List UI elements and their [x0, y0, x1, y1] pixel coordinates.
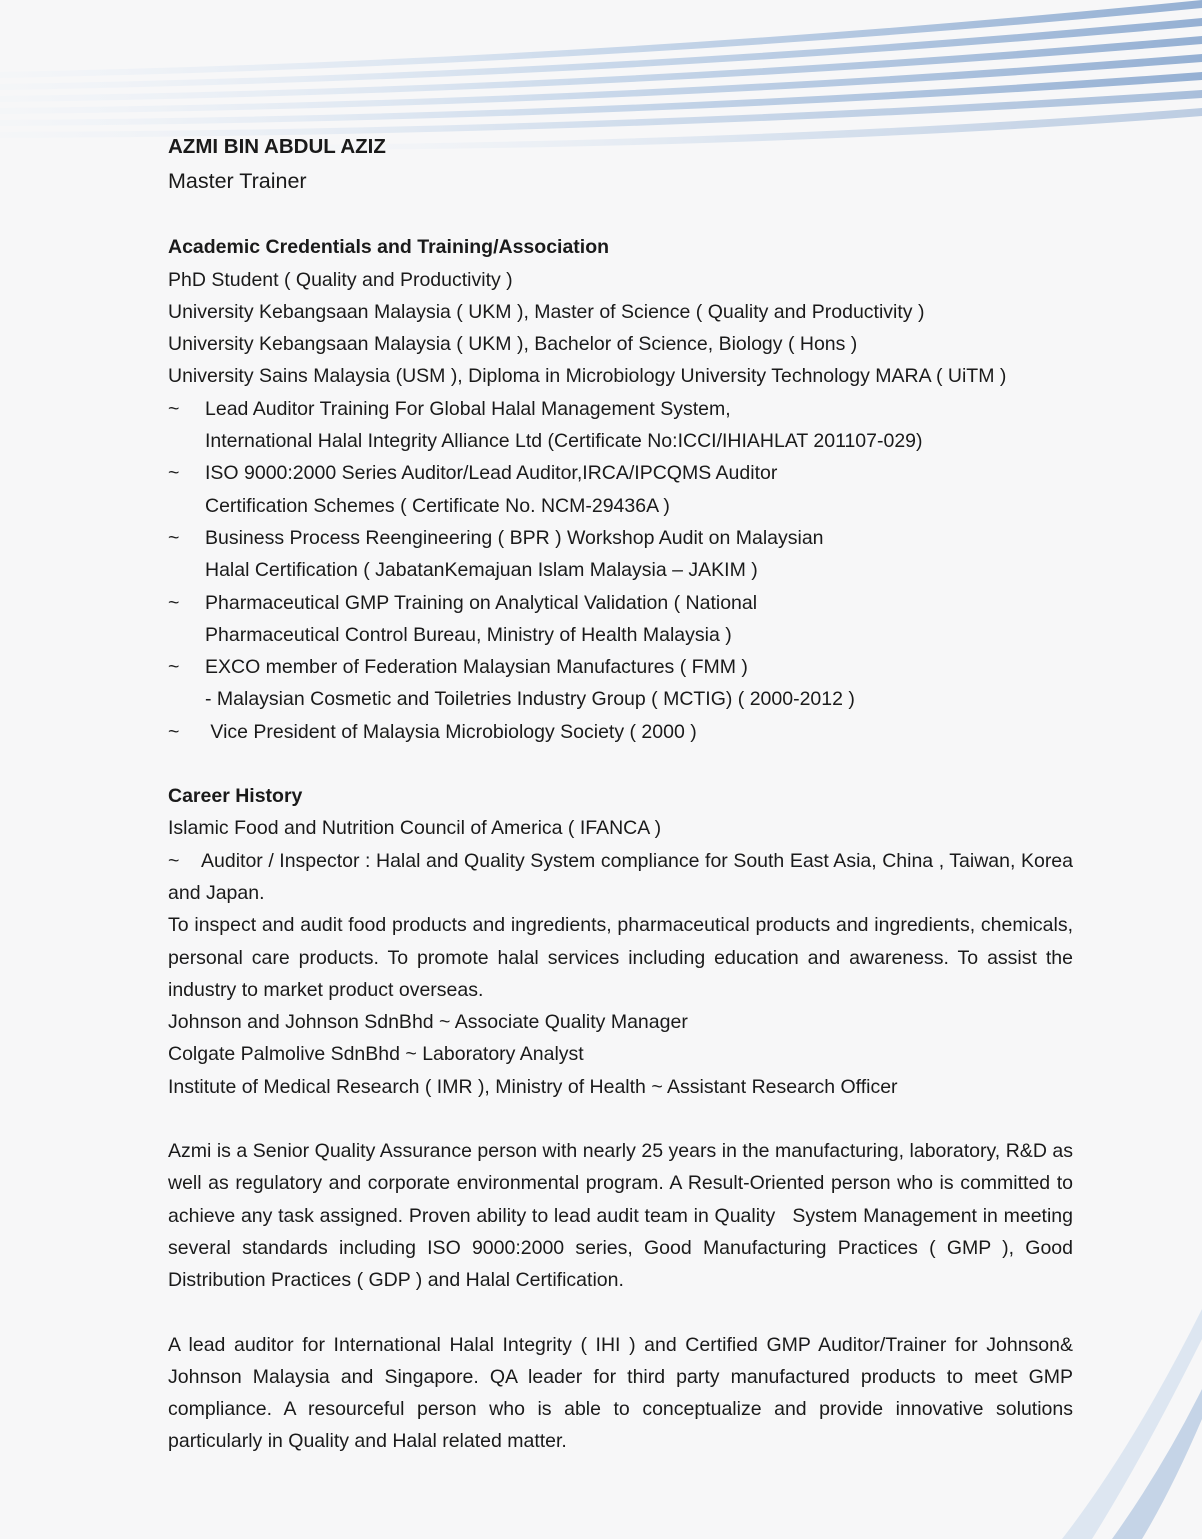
career-job: Johnson and Johnson SdnBhd ~ Associate Quality Manager — [168, 1011, 688, 1034]
academic-line: University Sains Malaysia (USM ), Diploma in Microbiology University Technology MARA ( UiTM ) — [168, 365, 1007, 388]
bullet-marker: ~ — [168, 462, 180, 485]
bullet-continuation: Pharmaceutical Control Bureau, Ministry of Health Malaysia ) — [205, 623, 732, 646]
header-wave-decoration — [0, 0, 1202, 150]
career-section — [168, 780, 1073, 1103]
section-heading-career: Career History — [168, 785, 303, 808]
bullet-continuation: Halal Certification ( JabatanKemajuan Islam Malaysia – JAKIM ) — [205, 559, 758, 582]
academic-line: University Kebangsaan Malaysia ( UKM ), Master of Science ( Quality and Productivity ) — [168, 300, 925, 323]
bullet-continuation: Certification Schemes ( Certificate No. NCM-29436A ) — [205, 494, 670, 517]
career-job: Colgate Palmolive SdnBhd ~ Laboratory Analyst — [168, 1043, 584, 1066]
career-duties: To inspect and audit food products and ingredients, pharmaceutical products and ingredients, chemicals, personal care products. To promote halal services including education and awareness. To assist the industry to market product overseas. — [168, 914, 1073, 1001]
bullet-marker: ~ — [168, 720, 180, 743]
career-org: Islamic Food and Nutrition Council of America ( IFANCA ) — [168, 817, 662, 840]
bullet-text: Lead Auditor Training For Global Halal Management System, — [205, 397, 731, 420]
bullet-text: ISO 9000:2000 Series Auditor/Lead Auditor,IRCA/IPCQMS Auditor — [205, 462, 778, 485]
academic-bullet — [168, 522, 1073, 554]
job-title: Master Trainer — [168, 169, 307, 194]
academic-line: University Kebangsaan Malaysia ( UKM ), Bachelor of Science, Biology ( Hons ) — [168, 333, 858, 356]
academic-bullet — [168, 393, 1073, 425]
career-role — [168, 845, 1073, 910]
bullet-continuation: - Malaysian Cosmetic and Toiletries Industry Group ( MCTIG) ( 2000-2012 ) — [205, 688, 855, 711]
bullet-marker: ~ — [168, 591, 180, 614]
bullet-text: Pharmaceutical GMP Training on Analytical Validation ( National — [205, 591, 758, 614]
career-job: Institute of Medical Research ( IMR ), Ministry of Health ~ Assistant Research Officer — [168, 1075, 898, 1098]
academic-bullet — [168, 716, 1073, 748]
summary-paragraph: Azmi is a Senior Quality Assurance person with nearly 25 years in the manufacturing, laboratory, R&D as well as regulatory and corporate environmental program. A Result-Oriented person who is committed to achieve any task assigned. Proven ability to lead audit team in Quality System Management in meeting several standards including ISO 9000:2000 series, Good Manufacturing Practices ( GMP ), Good Distribution Practices ( GDP ) and Halal Certification. — [168, 1140, 1079, 1292]
academic-section — [168, 231, 1073, 748]
person-name: AZMI BIN ABDUL AZIZ — [168, 135, 386, 158]
summary-paragraph: A lead auditor for International Halal Integrity ( IHI ) and Certified GMP Auditor/Trainer for Johnson& Johnson Malaysia and Singapore. QA leader for third party manufactured products to meet GMP compliance. A resourceful person who is able to conceptualize and provide innovative solutions particularly in Quality and Halal related matter. — [168, 1333, 1073, 1453]
resume-content — [168, 131, 1079, 1458]
bullet-text: EXCO member of Federation Malaysian Manufactures ( FMM ) — [205, 656, 748, 679]
bullet-text: Business Process Reengineering ( BPR ) Workshop Audit on Malaysian — [205, 526, 824, 549]
bullet-marker: ~ — [168, 526, 180, 549]
academic-bullet — [168, 457, 1073, 489]
section-heading-academic: Academic Credentials and Training/Association — [168, 236, 610, 259]
academic-bullet — [168, 587, 1073, 619]
bullet-text: Vice President of Malaysia Microbiology Society ( 2000 ) — [205, 720, 697, 743]
bullet-marker: ~ — [168, 656, 180, 679]
bullet-continuation: International Halal Integrity Alliance Ltd (Certificate No:ICCI/IHIAHLAT 201107-029) — [205, 430, 923, 453]
bullet-marker: ~ — [168, 397, 180, 420]
academic-bullet — [168, 651, 1073, 683]
career-role-text: Auditor / Inspector : Halal and Quality System compliance for South East Asia, China , Taiwan, Korea and Japan. — [168, 849, 1073, 904]
bullet-marker: ~ — [168, 849, 180, 872]
academic-line: PhD Student ( Quality and Productivity ) — [168, 268, 513, 291]
